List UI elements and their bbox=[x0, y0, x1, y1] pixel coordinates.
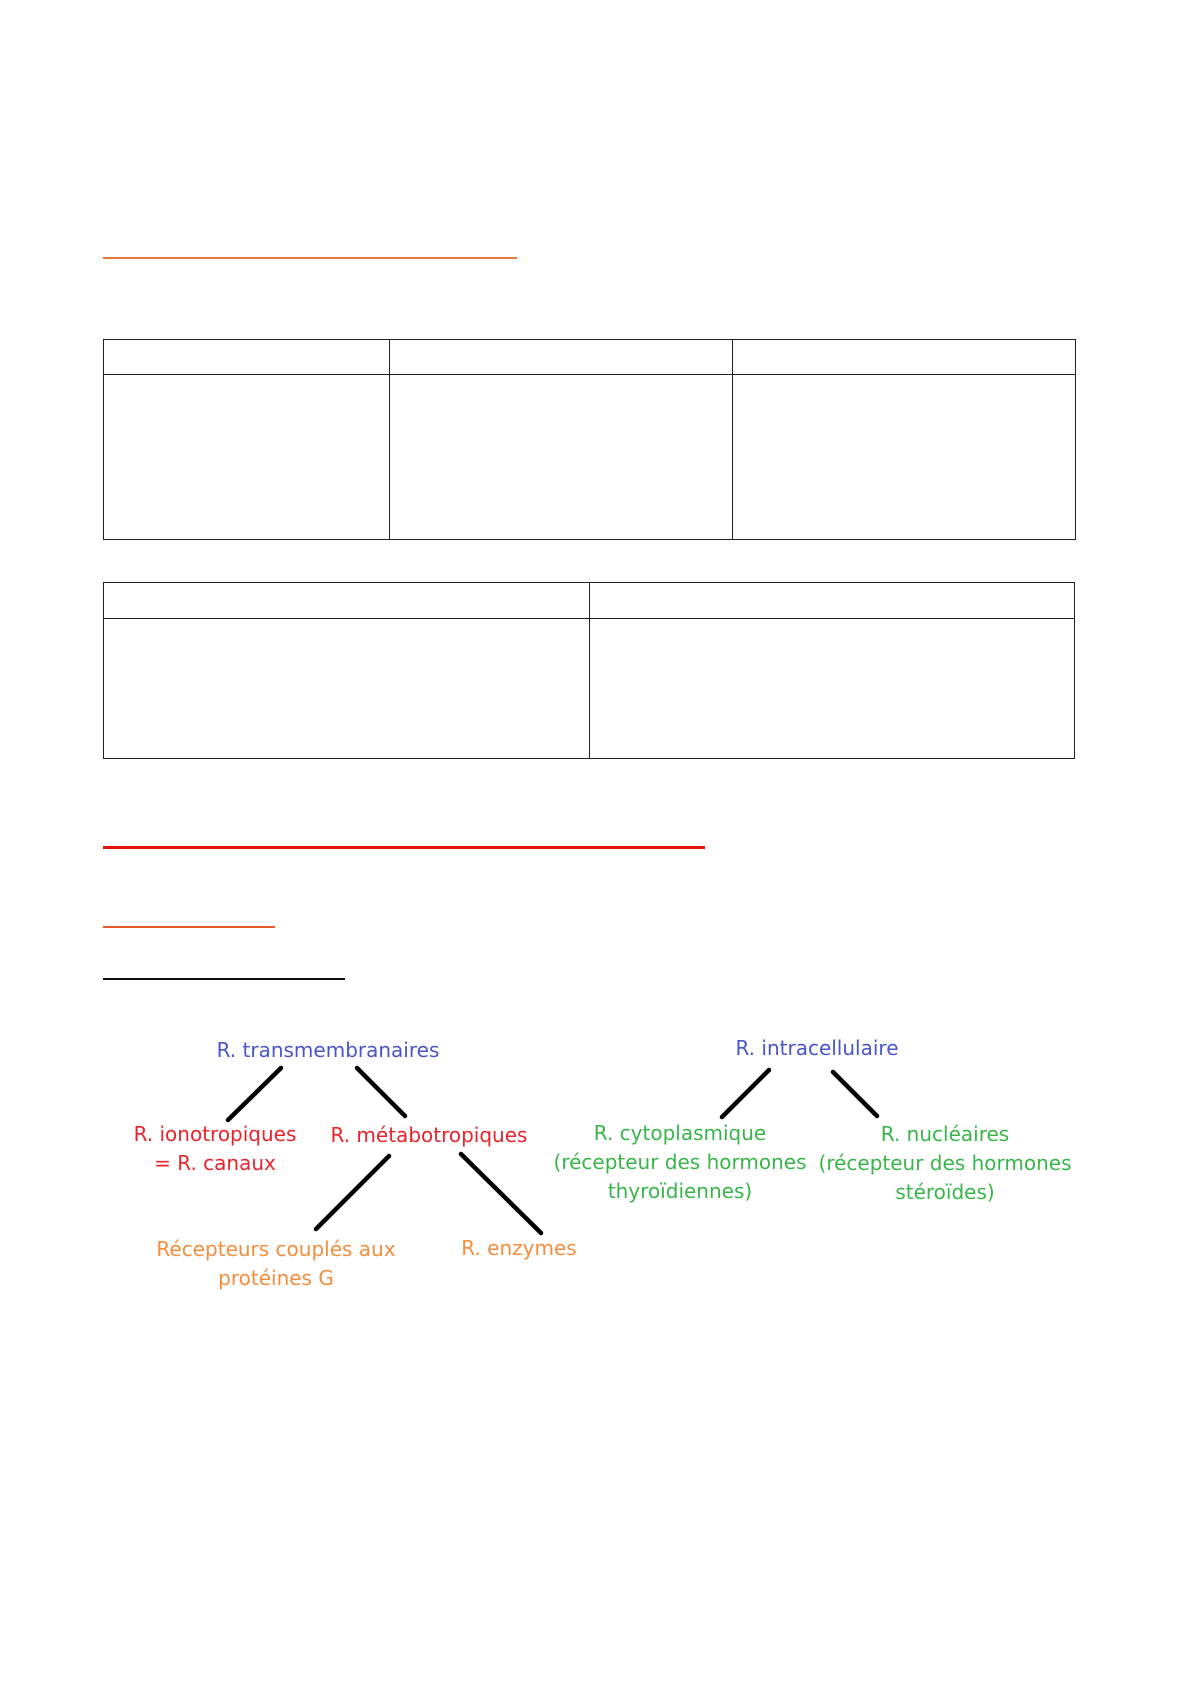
node-label: Récepteurs couplés aux bbox=[156, 1237, 396, 1261]
subsection-underline-black bbox=[103, 978, 345, 980]
table-cell bbox=[733, 375, 1076, 540]
table-cell bbox=[390, 375, 733, 540]
table-header-row bbox=[104, 583, 1075, 619]
table-row bbox=[104, 619, 1075, 759]
node-enzymes bbox=[453, 1234, 585, 1263]
table-header-cell bbox=[104, 340, 390, 375]
table-header-cell bbox=[104, 583, 590, 619]
connector-line bbox=[228, 1068, 281, 1120]
node-label: R. cytoplasmique bbox=[593, 1121, 767, 1145]
connector-line bbox=[316, 1156, 389, 1229]
node-label: R. enzymes bbox=[461, 1236, 577, 1260]
table-header-cell bbox=[390, 340, 733, 375]
node-recepteurs-couples bbox=[148, 1235, 404, 1293]
table-cell bbox=[590, 619, 1075, 759]
node-label: R. intracellulaire bbox=[735, 1036, 899, 1060]
node-ionotropiques bbox=[118, 1120, 312, 1178]
node-metabotropiques bbox=[318, 1121, 540, 1150]
node-label: = R. canaux bbox=[154, 1151, 276, 1175]
heading-underline-orange bbox=[103, 257, 517, 259]
table-cell bbox=[104, 619, 590, 759]
connector-line bbox=[833, 1072, 877, 1116]
node-label: R. ionotropiques bbox=[133, 1122, 297, 1146]
subsection-underline-orange bbox=[103, 926, 275, 928]
node-cytoplasmique bbox=[550, 1119, 810, 1206]
table-cell bbox=[104, 375, 390, 540]
connector-line bbox=[461, 1154, 541, 1233]
node-label: stéroïdes) bbox=[895, 1180, 995, 1204]
table-header-cell bbox=[590, 583, 1075, 619]
node-label: (récepteur des hormones bbox=[553, 1150, 807, 1174]
table-two-columns bbox=[103, 582, 1075, 759]
section-underline-red bbox=[103, 846, 705, 849]
table-three-columns bbox=[103, 339, 1076, 540]
node-transmembranaires bbox=[193, 1036, 463, 1065]
node-label: R. métabotropiques bbox=[330, 1123, 528, 1147]
node-label: R. transmembranaires bbox=[216, 1038, 440, 1062]
node-label: (récepteur des hormones bbox=[818, 1151, 1072, 1175]
connector-line bbox=[357, 1068, 405, 1116]
node-nucleaires bbox=[812, 1120, 1078, 1207]
node-label: thyroïdiennes) bbox=[607, 1179, 753, 1203]
connector-line bbox=[722, 1070, 769, 1117]
node-intracellulaire bbox=[717, 1034, 917, 1063]
table-header-cell bbox=[733, 340, 1076, 375]
node-label: protéines G bbox=[218, 1266, 334, 1290]
node-label: R. nucléaires bbox=[880, 1122, 1010, 1146]
table-header-row bbox=[104, 340, 1076, 375]
table-row bbox=[104, 375, 1076, 540]
